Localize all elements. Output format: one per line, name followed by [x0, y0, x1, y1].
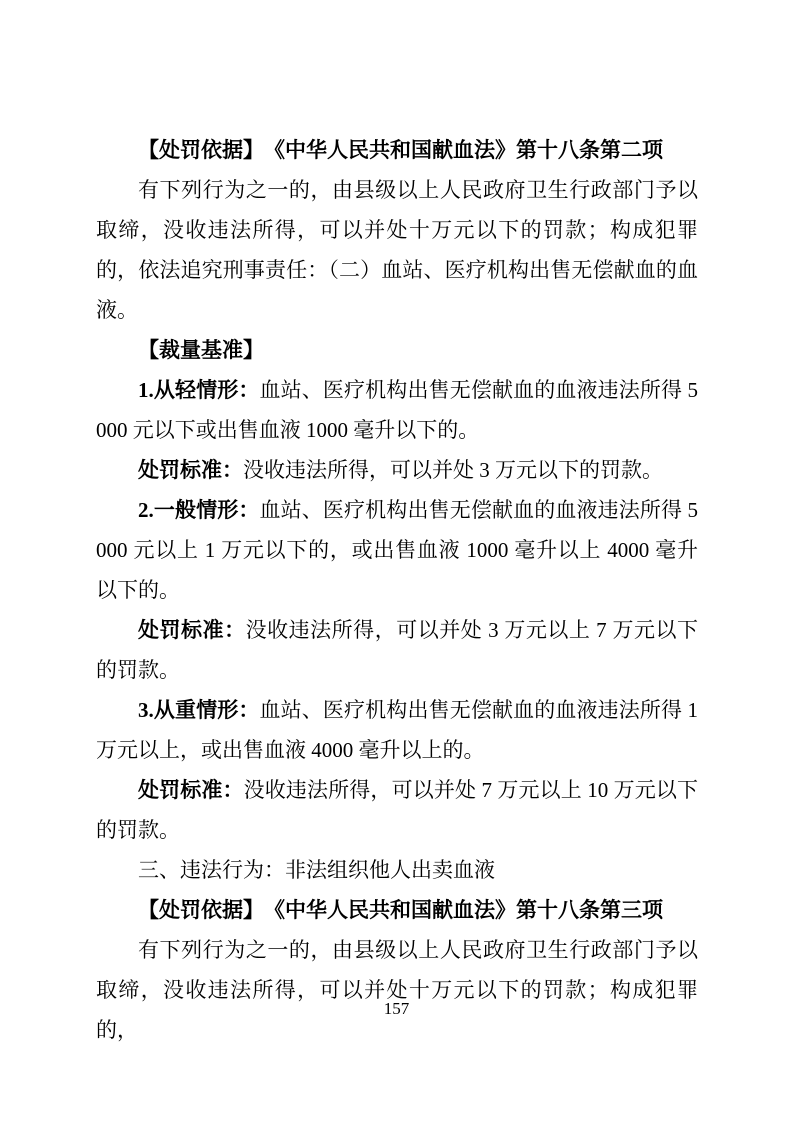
paragraph-lenient-circumstance	[96, 370, 698, 450]
body-run: 有下列行为之一的，由县级以上人民政府卫生行政部门予以取缔，没收违法所得，可以并处十万元以下的罚款；构成犯罪的，	[96, 938, 698, 1042]
label-run: 处罚标准：	[138, 458, 243, 482]
body-run: 没收违法所得，可以并处 3 万元以下的罚款。	[243, 458, 663, 482]
label-run: 处罚标准：	[138, 778, 244, 802]
paragraph-general-circumstance	[96, 490, 698, 610]
paragraph-penalty-standard-2	[96, 610, 698, 690]
body-run: 有下列行为之一的，由县级以上人民政府卫生行政部门予以取缔，没收违法所得，可以并处十万元以下的罚款；构成犯罪的，依法追究刑事责任：（二）血站、医疗机构出售无偿献血的血液。	[96, 178, 698, 322]
paragraph-penalty-basis-heading-2	[96, 890, 698, 930]
heading-run: 【处罚依据】 《中华人民共和国献血法》第十八条第三项	[138, 898, 663, 922]
paragraph-penalty-standard-1	[96, 450, 698, 490]
document-body	[96, 130, 698, 1050]
body-run: 三、违法行为：非法组织他人出卖血液	[138, 858, 495, 882]
label-run: 1.从轻情形：	[138, 378, 260, 402]
heading-run: 【裁量基准】	[138, 338, 264, 362]
paragraph-statute-text-2	[96, 930, 698, 1050]
body-run: 血站、医疗机构出售无偿献血的血液违法所得 5000 元以上 1 万元以下的，或出售血液 1000 毫升以上 4000 毫升以下的。	[96, 498, 699, 602]
paragraph-severe-circumstance	[96, 690, 698, 770]
label-run: 3.从重情形：	[138, 698, 260, 722]
label-run: 2.一般情形：	[138, 498, 260, 522]
page-number: 157	[383, 999, 410, 1018]
body-run: 没收违法所得，可以并处 7 万元以上 10 万元以下的罚款。	[96, 778, 699, 842]
paragraph-discretion-benchmark-heading	[96, 330, 698, 370]
label-run: 处罚标准：	[138, 618, 246, 642]
heading-run: 【处罚依据】 《中华人民共和国献血法》第十八条第二项	[138, 138, 663, 162]
body-run: 血站、医疗机构出售无偿献血的血液违法所得 1 万元以上，或出售血液 4000 毫升以上的。	[96, 698, 699, 762]
paragraph-illegal-act-section-3	[96, 850, 698, 890]
paragraph-statute-text-1	[96, 170, 698, 330]
paragraph-penalty-standard-3	[96, 770, 698, 850]
paragraph-penalty-basis-heading-1	[96, 130, 698, 170]
body-run: 血站、医疗机构出售无偿献血的血液违法所得 5000 元以下或出售血液 1000 毫升以下的。	[96, 378, 699, 442]
body-run: 没收违法所得，可以并处 3 万元以上 7 万元以下的罚款。	[96, 618, 698, 682]
